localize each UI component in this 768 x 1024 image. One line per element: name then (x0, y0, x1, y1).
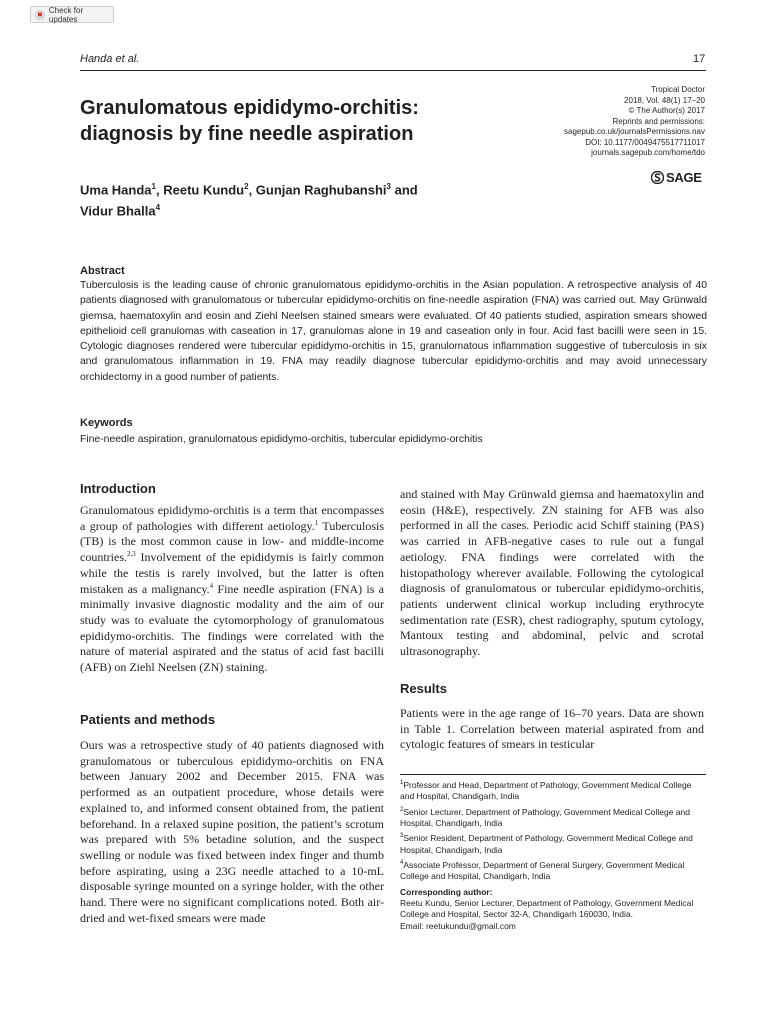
author-separator: and (390, 182, 418, 198)
intro-sentence: Fine needle aspiration (FNA) is a minimally invasive diagnostic modality and the aim of our study was to evaluate the cytomorphology of granulomatous epididymo-orchitis. The findings were correlated with the nature of material aspirated and the status of acid fast bacilli (AFB) on Ziehl Neelsen (ZN) staining. (80, 581, 384, 675)
journal-info (520, 85, 705, 159)
affiliation-footnote (400, 805, 706, 830)
reference-mark[interactable]: 2,3 (127, 550, 136, 559)
results-heading: Results (400, 681, 447, 696)
footnote-rule (400, 774, 706, 775)
author-name: Reetu Kundu (163, 182, 245, 198)
check-for-updates-label: Check for updates (48, 5, 84, 24)
affiliation-footnote (400, 831, 706, 856)
journal-volume: 2018, Vol. 48(1) 17–20 (624, 95, 705, 105)
header-rule (80, 70, 706, 71)
corresponding-author-heading: Corresponding author: (400, 886, 493, 897)
journal-permissions-link[interactable]: sagepub.co.uk/journalsPermissions.nav (564, 127, 705, 136)
sage-logo-text: SAGE (666, 170, 702, 185)
author-affiliation-mark: 2 (244, 182, 249, 191)
reference-mark[interactable]: 1 (314, 518, 319, 527)
footnote-number: 2 (400, 806, 404, 813)
author-affiliation-mark: 4 (155, 203, 161, 213)
introduction-text (80, 503, 384, 676)
article-title: Granulomatous epididymo-orchitis: diagnosis by fine needle aspiration (80, 97, 419, 145)
keywords-text: Fine-needle aspiration, granulomatous epididymo-orchitis, tubercular epididymo-orchitis (80, 434, 483, 445)
methods-text-left (80, 738, 384, 926)
footnote-number: 3 (400, 833, 404, 840)
methods-heading: Patients and methods (80, 712, 216, 727)
footnote-number: 1 (400, 780, 404, 786)
author-affiliation-mark: 3 (386, 182, 391, 191)
sage-logo-icon (651, 171, 664, 184)
footnote-number: 4 (400, 859, 404, 866)
author-list (80, 178, 510, 221)
author-separator: , (155, 182, 164, 198)
journal-doi[interactable]: DOI: 10.1177/0049475517711017 (585, 137, 705, 147)
footnotes (400, 778, 706, 932)
corresponding-author-email[interactable]: Email: reetukundu@gmail.com (400, 920, 516, 931)
journal-copyright: © The Author(s) 2017 (628, 106, 705, 115)
methods-paragraph-continued: and stained with May Grünwald giemsa and haematoxylin and eosin (H&E), respectively. ZN staining for AFB was also performed in all the cases. Periodic acid Schiff staining (PAS) was carried in AFB-negative cases to rule out a fungal aetiology. FNA findings were correlated with the histopathology wherever available. Following the cytological diagnosis of granulomatous or tubercular epididymo-orchitis, patients underwent clinical workup including erythrocyte sedimentation rate (ESR), chest radiography, sputum cytology, Mantoux testing and abdominal, pelvic and scrotal ultrasonography. (400, 487, 704, 659)
check-updates-icon (35, 10, 45, 20)
reference-mark[interactable]: 4 (209, 581, 214, 590)
intro-sentence: Tuberculosis (TB) is the most common cause in low- and middle-income countries. (80, 518, 384, 565)
author-name: Gunjan Raghubanshi (255, 182, 387, 198)
footnote-text: Associate Professor, Department of General Surgery, Government Medical College and Hospital, Chandigarh, India (400, 859, 685, 882)
running-head: Handa et al. (80, 53, 140, 65)
author-separator: , (248, 182, 256, 198)
journal-homepage-link[interactable]: journals.sagepub.com/home/tdo (591, 148, 705, 157)
footnote-text: Senior Resident, Department of Pathology, Government Medical College and Hospital, Chandigarh, India (400, 833, 693, 855)
author-name: Vidur Bhalla (80, 203, 156, 219)
footnote-text: Professor and Head, Department of Pathology, Government Medical College and Hospital, Chandigarh, India (400, 779, 692, 802)
corresponding-author-details: Reetu Kundu, Senior Lecturer, Department of Pathology, Government Medical College and Hospital, Sector 32-A, Chandigarh 160030, India. (400, 897, 694, 920)
check-for-updates-button[interactable] (30, 6, 114, 23)
page-number: 17 (693, 53, 706, 65)
keywords-heading: Keywords (80, 417, 133, 429)
footnote-text: Senior Lecturer, Department of Pathology, Government Medical College and Hospital, Chandigarh, India (400, 806, 690, 828)
intro-sentence: Granulomatous epididymo-orchitis is a term that encompasses a group of pathologies with different aetiology. (80, 503, 384, 533)
results-text (400, 706, 704, 753)
journal-name: Tropical Doctor (651, 85, 705, 94)
methods-paragraph: Ours was a retrospective study of 40 patients diagnosed with granulomatous or tuberculous epididymo-orchitis on FNA between January 2002 and December 2015. FNA was performed as an outpatient procedure, whose details were explained to, and informed consent obtained from, the patient beforehand. In a relaxed supine position, the patient’s scrotum was prepared with 5% betadine solution, and the suspect swelling or nodule was fixed between index finger and thumb before aspirating, using a 23G needle attached to a 10-mL disposable syringe mounted on a syringe holder, with the other hand. There were no significant complications noted. Both air-dried and wet-fixed smears were made (80, 738, 384, 925)
methods-text-right (400, 487, 704, 660)
abstract-heading: Abstract (80, 265, 125, 277)
journal-reprints: Reprints and permissions: (612, 116, 705, 126)
sage-logo (651, 170, 702, 185)
affiliation-footnote (400, 778, 706, 803)
affiliation-footnote (400, 858, 706, 883)
abstract-text: Tuberculosis is the leading cause of chronic granulomatous epididymo-orchitis in the Asian population. A retrospective analysis of 40 patients diagnosed with granulomatous or tubercular epididymo-orchitis on fine-needle aspiration (FNA) was carried out. May Grünwald giemsa, haematoxylin and eosin and Ziehl Neelsen stained smears were evaluated. Of 40 patients studied, aspiration smears showed epithelioid cell granulomas with caseation in 17, granulomas alone in 19 and caseation only in four. Acid fast bacilli were seen in 15. Cytologic diagnoses rendered were tubercular epididymo-orchitis in 15, granulomatous inflammation suggestive of tuberculosis in six and granulomatous inflammation in 19. FNA may readily diagnose tubercular epididymo-orchitis and may avoid unnecessary orchidectomy in a good number of patients. (80, 280, 707, 383)
results-paragraph: Patients were in the age range of 16–70 years. Data are shown in Table 1. Correlation between material aspirated from and cytologic features of smears in testicular (400, 706, 704, 752)
intro-sentence: Involvement of the epididymis is fairly common while the testis is rarely involved, but the latter is often mistaken as a malignancy. (80, 550, 384, 596)
author-name: Uma Handa (80, 182, 152, 198)
introduction-heading: Introduction (80, 481, 156, 496)
author-affiliation-mark: 1 (151, 182, 156, 191)
